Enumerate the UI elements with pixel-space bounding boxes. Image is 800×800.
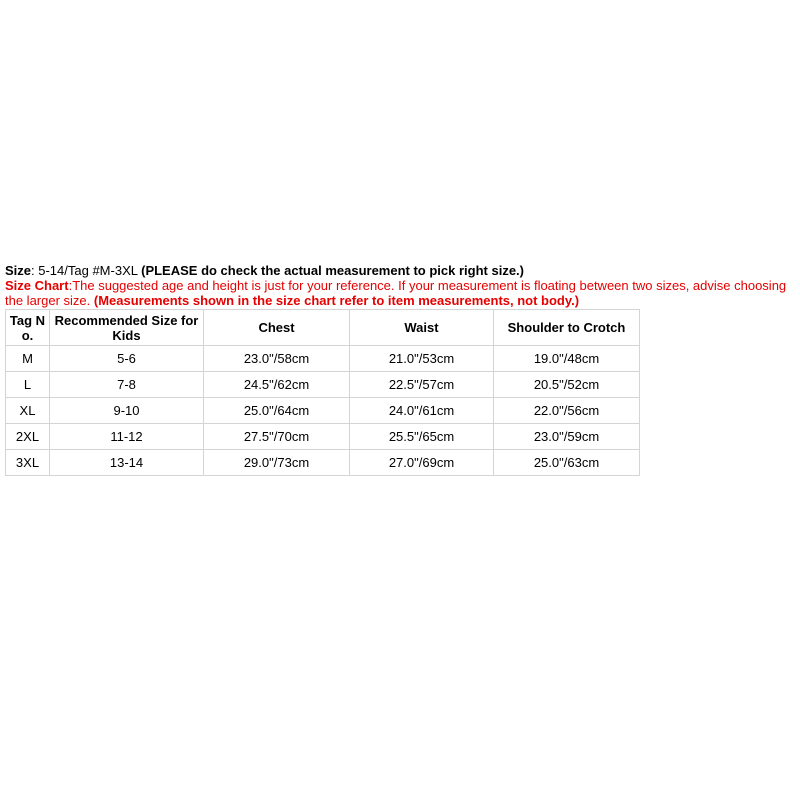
cell-kids-size: 11-12 [50,424,204,450]
header-tag-no: Tag N o. [6,310,50,346]
size-value: 5-14/Tag #M-3XL [38,263,142,278]
cell-chest: 24.5"/62cm [204,372,350,398]
cell-shoulder-to-crotch: 19.0"/48cm [494,346,640,372]
cell-tag: M [6,346,50,372]
size-note: (PLEASE do check the actual measurement to pick right size.) [141,263,524,278]
header-shoulder-to-crotch: Shoulder to Crotch [494,310,640,346]
cell-waist: 24.0"/61cm [350,398,494,424]
table-row [6,398,640,424]
size-chart-note [5,278,795,308]
header-waist: Waist [350,310,494,346]
cell-shoulder-to-crotch: 23.0"/59cm [494,424,640,450]
cell-chest: 23.0"/58cm [204,346,350,372]
size-line [5,263,795,278]
cell-tag: XL [6,398,50,424]
table-header-row [6,310,640,346]
cell-shoulder-to-crotch: 25.0"/63cm [494,450,640,476]
cell-kids-size: 9-10 [50,398,204,424]
header-recommended-size: Recommended Size for Kids [50,310,204,346]
cell-chest: 27.5"/70cm [204,424,350,450]
cell-tag: 3XL [6,450,50,476]
cell-shoulder-to-crotch: 22.0"/56cm [494,398,640,424]
cell-chest: 29.0"/73cm [204,450,350,476]
cell-shoulder-to-crotch: 20.5"/52cm [494,372,640,398]
header-chest: Chest [204,310,350,346]
cell-waist: 22.5"/57cm [350,372,494,398]
table-row [6,372,640,398]
table-row [6,346,640,372]
cell-tag: 2XL [6,424,50,450]
cell-kids-size: 5-6 [50,346,204,372]
cell-waist: 21.0"/53cm [350,346,494,372]
table-row [6,450,640,476]
cell-kids-size: 13-14 [50,450,204,476]
size-chart-label: Size Chart [5,278,69,293]
cell-tag: L [6,372,50,398]
size-info-block [5,263,795,476]
cell-waist: 25.5"/65cm [350,424,494,450]
cell-chest: 25.0"/64cm [204,398,350,424]
cell-kids-size: 7-8 [50,372,204,398]
size-chart-bold-note: (Measurements shown in the size chart refer to item measurements, not body.) [93,293,580,308]
size-colon: : [31,263,39,278]
cell-waist: 27.0"/69cm [350,450,494,476]
size-label: Size [5,263,32,278]
table-row [6,424,640,450]
size-chart-text: The suggested age and height is just for your reference. If your measurement is floating between two sizes, advise choosing the larger size. [5,278,787,308]
size-table [5,309,640,476]
size-chart-colon: : [68,278,73,293]
